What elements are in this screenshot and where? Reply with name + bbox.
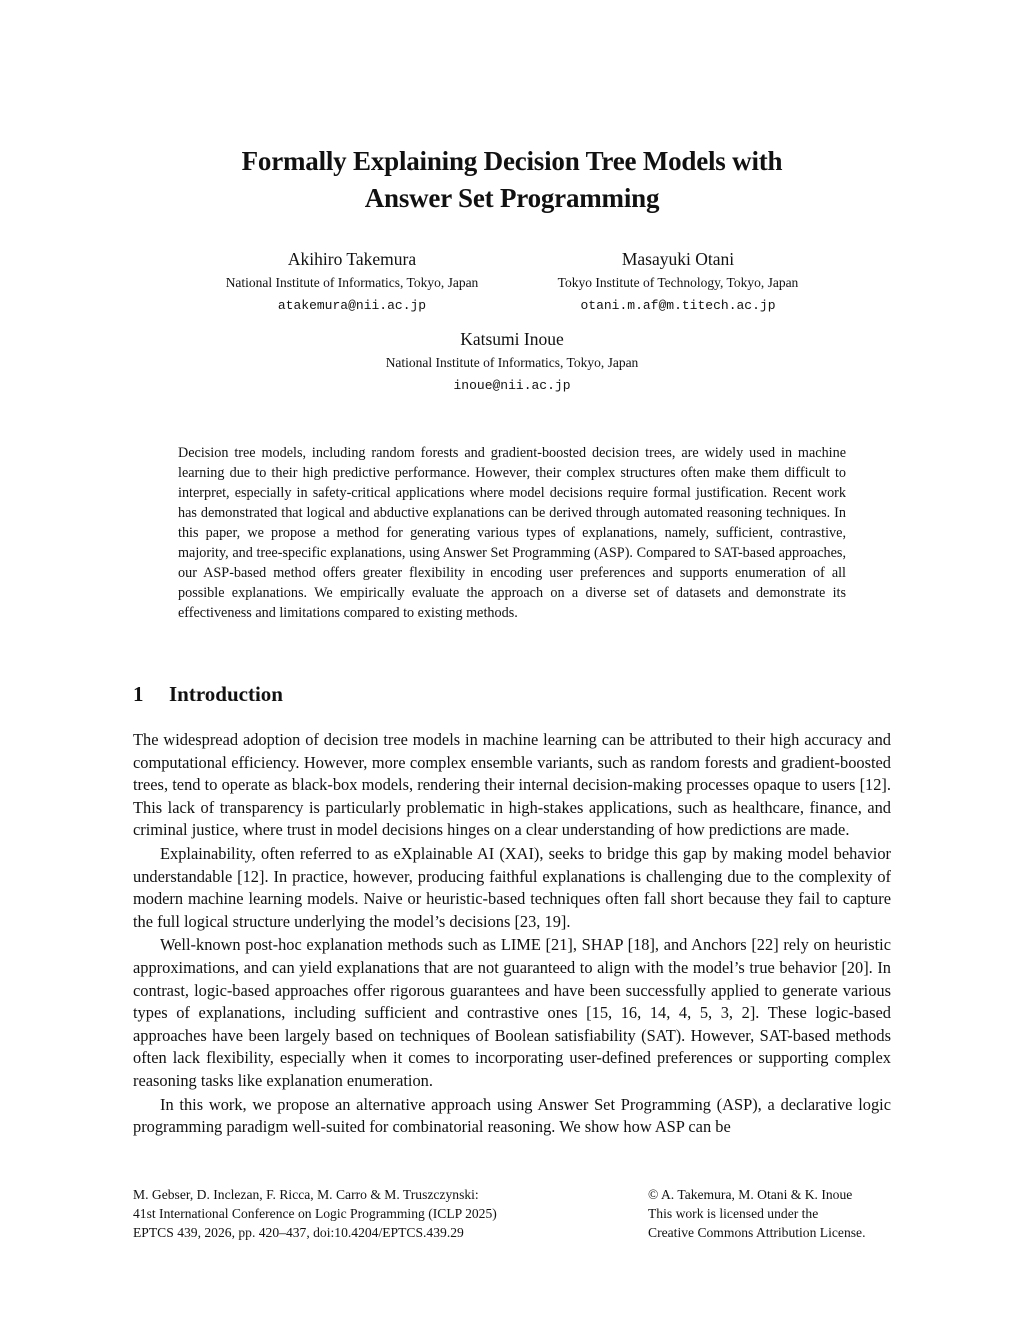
author-name: Masayuki Otani xyxy=(621,249,735,269)
author-email: atakemura@nii.ac.jp xyxy=(277,298,427,313)
title-line-1: Formally Explaining Decision Tree Models with xyxy=(241,146,783,176)
footer-copyright: © A. Takemura, M. Otani & K. Inoue xyxy=(648,1187,853,1202)
abstract: Decision tree models, including random forests and gradient-boosted decision trees, are widely used in machine learning due to their high predictive performance. However, their complex structures often make them difficult to interpret, especially in safety-critical applications where model decisions require formal justification. Recent work has demonstrated that logical and abductive explanations can be derived through automated reasoning techniques. In this paper, we propose a method for generating various types of explanations, namely, sufficient, contrastive, majority, and tree-specific explanations, using Answer Set Programming (ASP). Compared to SAT-based approaches, our ASP-based method offers greater flexibility in encoding user preferences and supports enumeration of all possible explanations. We empirically evaluate the approach on a diverse set of datasets and demonstrate its effectiveness and limitations compared to existing methods. xyxy=(178,445,846,621)
section-heading-introduction xyxy=(133,680,283,708)
author-name: Katsumi Inoue xyxy=(460,329,564,349)
footer-license-line: This work is licensed under the xyxy=(648,1206,819,1221)
footer-doi: EPTCS 439, 2026, pp. 420–437, doi:10.4204/EPTCS.439.29 xyxy=(133,1225,464,1240)
author-email: inoue@nii.ac.jp xyxy=(453,378,571,393)
introduction-body xyxy=(133,729,891,1140)
author-email: otani.m.af@m.titech.ac.jp xyxy=(580,298,776,313)
author-block-otani xyxy=(528,248,828,315)
footer-editors: M. Gebser, D. Inclezan, F. Ricca, M. Carro & M. Truszczynski: xyxy=(133,1187,479,1202)
paragraph: In this work, we propose an alternative approach using Answer Set Programming (ASP), a declarative logic programming paradigm well-suited for combinatorial reasoning. We show how ASP can be xyxy=(133,1094,891,1137)
author-block-inoue xyxy=(312,328,712,395)
author-affiliation: National Institute of Informatics, Tokyo, Japan xyxy=(225,275,479,290)
paragraph: Explainability, often referred to as eXplainable AI (XAI), seeks to bridge this gap by making model behavior understandable [12]. In practice, however, producing faithful explanations is challenging due to the complexity of modern machine learning models. Naive or heuristic-based techniques often fall short because they fail to capture the full logical structure underlying the model’s decisions [23, 19]. xyxy=(133,843,891,931)
paragraph: The widespread adoption of decision tree models in machine learning can be attributed to their high accuracy and computational efficiency. However, more complex ensemble variants, such as random forests and gradient-boosted trees, tend to operate as black-box models, rendering their internal decision-making processes opaque to users [12]. This lack of transparency is particularly problematic in high-stakes applications, such as healthcare, finance, and criminal justice, where trust in model decisions hinges on a clear understanding of how predictions are made. xyxy=(133,730,891,840)
title-line-2: Answer Set Programming xyxy=(364,183,660,213)
footer-conference: 41st International Conference on Logic Programming (ICLP 2025) xyxy=(133,1206,497,1221)
paragraph: Well-known post-hoc explanation methods such as LIME [21], SHAP [18], and Anchors [22] rely on heuristic approximations, and can yield explanations that are not guaranteed to align with the model’s true behavior [20]. In contrast, logic-based approaches offer rigorous guarantees and have been successfully applied to generate various types of explanations, including sufficient and contrastive ones [15, 16, 14, 4, 5, 3, 2]. These logic-based approaches have been largely based on techniques of Boolean satisfiability (SAT). However, SAT-based methods often lack flexibility, especially when it comes to incorporating user-defined preferences or supporting complex reasoning tasks like explanation enumeration. xyxy=(133,935,891,1090)
author-affiliation: National Institute of Informatics, Tokyo, Japan xyxy=(385,355,639,370)
author-name: Akihiro Takemura xyxy=(287,249,417,269)
author-affiliation: Tokyo Institute of Technology, Tokyo, Japan xyxy=(557,275,799,290)
footer-citation xyxy=(133,1185,497,1242)
footer-license xyxy=(648,1185,865,1242)
author-block-takemura xyxy=(192,248,512,315)
section-title: Introduction xyxy=(169,682,283,706)
section-number: 1 xyxy=(133,682,144,706)
footer-license-name: Creative Commons Attribution License. xyxy=(648,1225,866,1240)
paper-title xyxy=(0,143,1024,217)
